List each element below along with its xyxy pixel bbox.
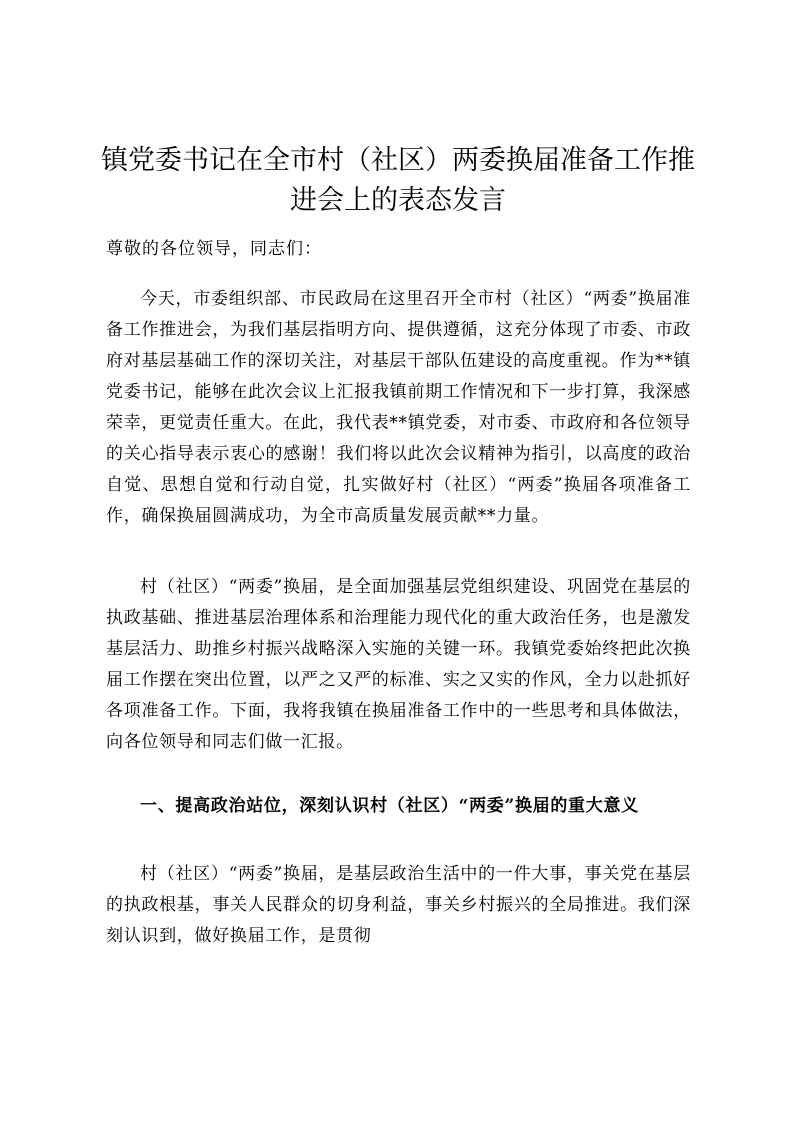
section-paragraph: 村（社区）“两委”换届，是基层政治生活中的一件大事，事关党在基层的执政根基，事关人民群众的切身利益，事关乡村振兴的全局推进。我们深刻认识到，做好换届工作，是贯彻 [106, 864, 691, 946]
section-heading: 一、提高政治站位，深刻认识村（社区）“两委”换届的重大意义 [140, 796, 639, 816]
document-title: 镇党委书记在全市村（社区）两委换届准备工作推进会上的表态发言 [101, 145, 695, 216]
greeting: 尊敬的各位领导，同志们： [106, 239, 322, 259]
paragraph-opening: 今天，市委组织部、市民政局在这里召开全市村（社区）“两委”换届准备工作推进会，为我们基层指明方向、提供遵循，这充分体现了市委、市政府对基层基础工作的深切关注，对基层干部队伍建设的高度重视。作为**镇党委书记，能够在此次会议上汇报我镇前期工作情况和下一步打算，我深感荣幸，更觉责任重大。在此，我代表**镇党委，对市委、市政府和各位领导的关心指导表示衷心的感谢！我们将以此次会议精神为指引，以高度的政治自觉、思想自觉和行动自觉，扎实做好村（社区）“两委”换届各项准备工作，确保换届圆满成功，为全市高质量发展贡献**力量。 [106, 289, 691, 526]
paragraph-significance-intro: 村（社区）“两委”换届，是全面加强基层党组织建设、巩固党在基层的执政基础、推进基层治理体系和治理能力现代化的重大政治任务，也是激发基层活力、助推乡村振兴战略深入实施的关键一环。我镇党委始终把此次换届工作摆在突出位置，以严之又严的标准、实之又实的作风，全力以赴抓好各项准备工作。下面，我将我镇在换届准备工作中的一些思考和具体做法，向各位领导和同志们做一汇报。 [106, 577, 691, 752]
